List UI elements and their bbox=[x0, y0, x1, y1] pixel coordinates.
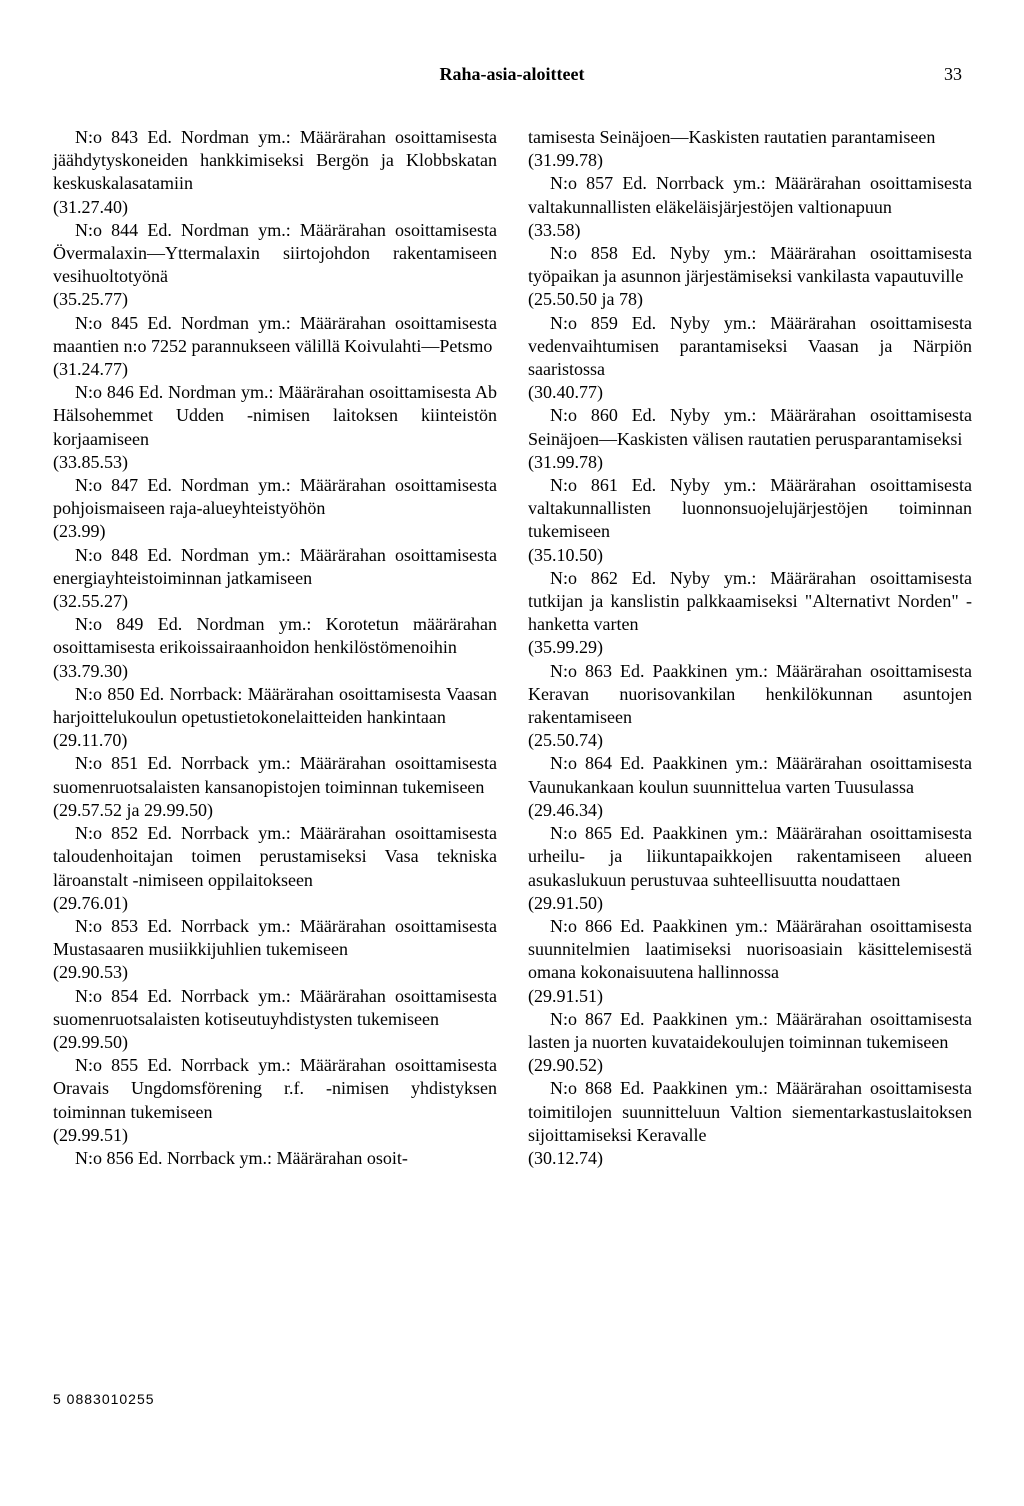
entry-ref: (29.91.50) bbox=[528, 892, 603, 913]
list-item bbox=[528, 172, 972, 242]
entry-text: N:o 868 Ed. Paakkinen ym.: Määrärahan osoittamisesta toimitilojen suunnitteluun Valtion siementarkastuslaitoksen sijoittamiseksi Keravalle bbox=[528, 1078, 972, 1145]
list-item bbox=[53, 312, 497, 382]
list-item bbox=[528, 126, 972, 172]
entry-ref: (23.99) bbox=[53, 521, 106, 542]
entry-text: N:o 865 Ed. Paakkinen ym.: Määrärahan osoittamisesta urheilu- ja liikuntapaikkojen rakentamiseen alueen asukaslukuun perustuvaa suhteellisuutta noudattaen bbox=[528, 823, 972, 890]
entry-ref: (29.99.51) bbox=[53, 1124, 128, 1145]
right-column bbox=[528, 126, 972, 1170]
entry-ref: (35.10.50) bbox=[528, 544, 603, 565]
page-number: 33 bbox=[944, 64, 962, 84]
entry-ref: (32.55.27) bbox=[53, 591, 128, 612]
entry-ref: (30.40.77) bbox=[528, 382, 603, 403]
list-item bbox=[53, 544, 497, 614]
entry-ref: (25.50.74) bbox=[528, 730, 603, 751]
entry-text: N:o 856 Ed. Norrback ym.: Määrärahan osoit- bbox=[75, 1147, 408, 1168]
entry-text: N:o 861 Ed. Nyby ym.: Määrärahan osoittamisesta valtakunnallisten luonnonsuojelujärjestöjen toiminnan tukemiseen bbox=[528, 475, 972, 542]
list-item bbox=[53, 126, 497, 219]
entry-ref: (31.27.40) bbox=[53, 196, 128, 217]
list-item bbox=[53, 985, 497, 1055]
entry-text: tamisesta Seinäjoen—Kaskisten rautatien parantamiseen bbox=[528, 127, 936, 147]
entry-ref: (31.99.78) bbox=[528, 150, 603, 171]
entry-text: N:o 867 Ed. Paakkinen ym.: Määrärahan osoittamisesta lasten ja nuorten kuvataidekoulujen toiminnan tukemiseen bbox=[528, 1008, 972, 1052]
entry-ref: (31.24.77) bbox=[53, 359, 128, 380]
list-item bbox=[53, 1054, 497, 1147]
entry-text: N:o 847 Ed. Nordman ym.: Määrärahan osoittamisesta pohjoismaiseen raja-alueyhteistyöhön bbox=[53, 475, 497, 519]
entry-ref: (33.85.53) bbox=[53, 451, 128, 472]
entry-ref: (35.99.29) bbox=[528, 637, 603, 658]
entry-text: N:o 857 Ed. Norrback ym.: Määrärahan osoittamisesta valtakunnallisten eläkeläisjärjestöjen valtionapuun bbox=[528, 173, 972, 217]
entry-text: N:o 864 Ed. Paakkinen ym.: Määrärahan osoittamisesta Vaunukankaan koulun suunnittelua varten Tuusulassa bbox=[528, 753, 972, 797]
entry-ref: (31.99.78) bbox=[528, 451, 603, 472]
entry-text: N:o 859 Ed. Nyby ym.: Määrärahan osoittamisesta vedenvaihtumisen parantamiseksi Vaasan ja Närpiön saaristossa bbox=[528, 312, 972, 380]
entry-text: N:o 845 Ed. Nordman ym.: Määrärahan osoittamisesta maantien n:o 7252 parannukseen välillä Koivulahti—Petsmo bbox=[53, 312, 497, 356]
entry-text: N:o 848 Ed. Nordman ym.: Määrärahan osoittamisesta energiayhteistoiminnan jatkamiseen bbox=[53, 544, 497, 588]
entry-text: N:o 858 Ed. Nyby ym.: Määrärahan osoittamisesta työpaikan ja asunnon järjestämiseksi vankilasta vapautuville bbox=[528, 243, 972, 287]
entry-text: N:o 849 Ed. Nordman ym.: Korotetun määrärahan osoittamisesta erikoissairaanhoidon henkilöstömenoihin bbox=[53, 614, 497, 658]
entry-ref: (35.25.77) bbox=[53, 289, 128, 310]
entry-ref: (30.12.74) bbox=[528, 1147, 603, 1168]
list-item bbox=[528, 404, 972, 474]
entry-text: N:o 852 Ed. Norrback ym.: Määrärahan osoittamisesta taloudenhoitajan toimen perustamiseksi Vasa tekniska läroanstalt -nimiseen oppilaitokseen bbox=[53, 823, 497, 890]
entry-text: N:o 854 Ed. Norrback ym.: Määrärahan osoittamisesta suomenruotsalaisten kotiseutuyhdistysten tukemiseen bbox=[53, 985, 497, 1029]
entry-ref: (33.58) bbox=[528, 219, 581, 240]
list-item bbox=[528, 752, 972, 822]
list-item bbox=[53, 915, 497, 985]
list-item bbox=[53, 683, 497, 753]
list-item bbox=[528, 242, 972, 312]
left-column bbox=[53, 126, 497, 1170]
entry-text: N:o 855 Ed. Norrback ym.: Määrärahan osoittamisesta Oravais Ungdomsförening r.f. -nimisen yhdistyksen toiminnan tukemiseen bbox=[53, 1055, 497, 1122]
list-item bbox=[53, 613, 497, 683]
entry-text: N:o 846 Ed. Nordman ym.: Määrärahan osoittamisesta Ab Hälsohemmet Udden -nimisen laitoksen kiinteistön korjaamiseen bbox=[53, 382, 497, 449]
list-item bbox=[528, 567, 972, 660]
list-item bbox=[53, 752, 497, 822]
entry-text: N:o 844 Ed. Nordman ym.: Määrärahan osoittamisesta Övermalaxin—Yttermalaxin siirtojohdon rakentamiseen vesihuoltotyönä bbox=[53, 219, 497, 287]
entry-ref: (29.90.53) bbox=[53, 962, 128, 983]
entry-text: N:o 863 Ed. Paakkinen ym.: Määrärahan osoittamisesta Keravan nuorisovankilan henkilökunnan asuntojen rakentamiseen bbox=[528, 660, 972, 728]
entry-text: N:o 850 Ed. Norrback: Määrärahan osoittamisesta Vaasan harjoittelukoulun opetustietokonelaitteiden hankintaan bbox=[53, 683, 497, 728]
list-item bbox=[528, 822, 972, 915]
entry-text: N:o 851 Ed. Norrback ym.: Määrärahan osoittamisesta suomenruotsalaisten kansanopistojen toiminnan tukemiseen bbox=[53, 753, 497, 797]
list-item bbox=[53, 822, 497, 915]
entry-ref: (29.91.51) bbox=[528, 985, 603, 1006]
entry-ref: (29.99.50) bbox=[53, 1031, 128, 1052]
list-item bbox=[53, 474, 497, 544]
entry-text: N:o 843 Ed. Nordman ym.: Määrärahan osoittamisesta jäähdytyskoneiden hankkimiseksi Bergön ja Klobbskatan keskuskalasatamiin bbox=[53, 127, 497, 194]
entry-text: N:o 862 Ed. Nyby ym.: Määrärahan osoittamisesta tutkijan ja kanslistin palkkaamiseksi "Alternativt Norden" -hanketta varten bbox=[528, 567, 972, 635]
entry-ref: (29.57.52 ja 29.99.50) bbox=[53, 799, 213, 820]
list-item bbox=[528, 312, 972, 405]
entry-ref: (33.79.30) bbox=[53, 660, 128, 681]
entry-ref: (29.76.01) bbox=[53, 892, 128, 913]
list-item bbox=[53, 381, 497, 474]
entry-text: N:o 866 Ed. Paakkinen ym.: Määrärahan osoittamisesta suunnitelmien laatimiseksi nuorisoasiain käsittelemisestä omana kokonaisuutena hallinnossa bbox=[528, 915, 972, 983]
list-item bbox=[53, 219, 497, 312]
list-item bbox=[53, 1147, 497, 1170]
entry-ref: (25.50.50 ja 78) bbox=[528, 289, 643, 310]
list-item bbox=[528, 915, 972, 1008]
list-item bbox=[528, 1008, 972, 1078]
entry-text: N:o 860 Ed. Nyby ym.: Määrärahan osoittamisesta Seinäjoen—Kaskisten välisen rautatien perusparantamiseksi bbox=[528, 405, 972, 449]
footer-code: 5 0883010255 bbox=[53, 1391, 155, 1407]
list-item bbox=[528, 1077, 972, 1170]
list-item bbox=[528, 474, 972, 567]
entry-text: N:o 853 Ed. Norrback ym.: Määrärahan osoittamisesta Mustasaaren musiikkijuhlien tukemiseen bbox=[53, 915, 497, 960]
page-header-title: Raha-asia-aloitteet bbox=[439, 64, 585, 84]
entry-ref: (29.90.52) bbox=[528, 1055, 603, 1076]
list-item bbox=[528, 660, 972, 753]
entry-ref: (29.46.34) bbox=[528, 799, 603, 820]
entry-ref: (29.11.70) bbox=[53, 730, 128, 751]
